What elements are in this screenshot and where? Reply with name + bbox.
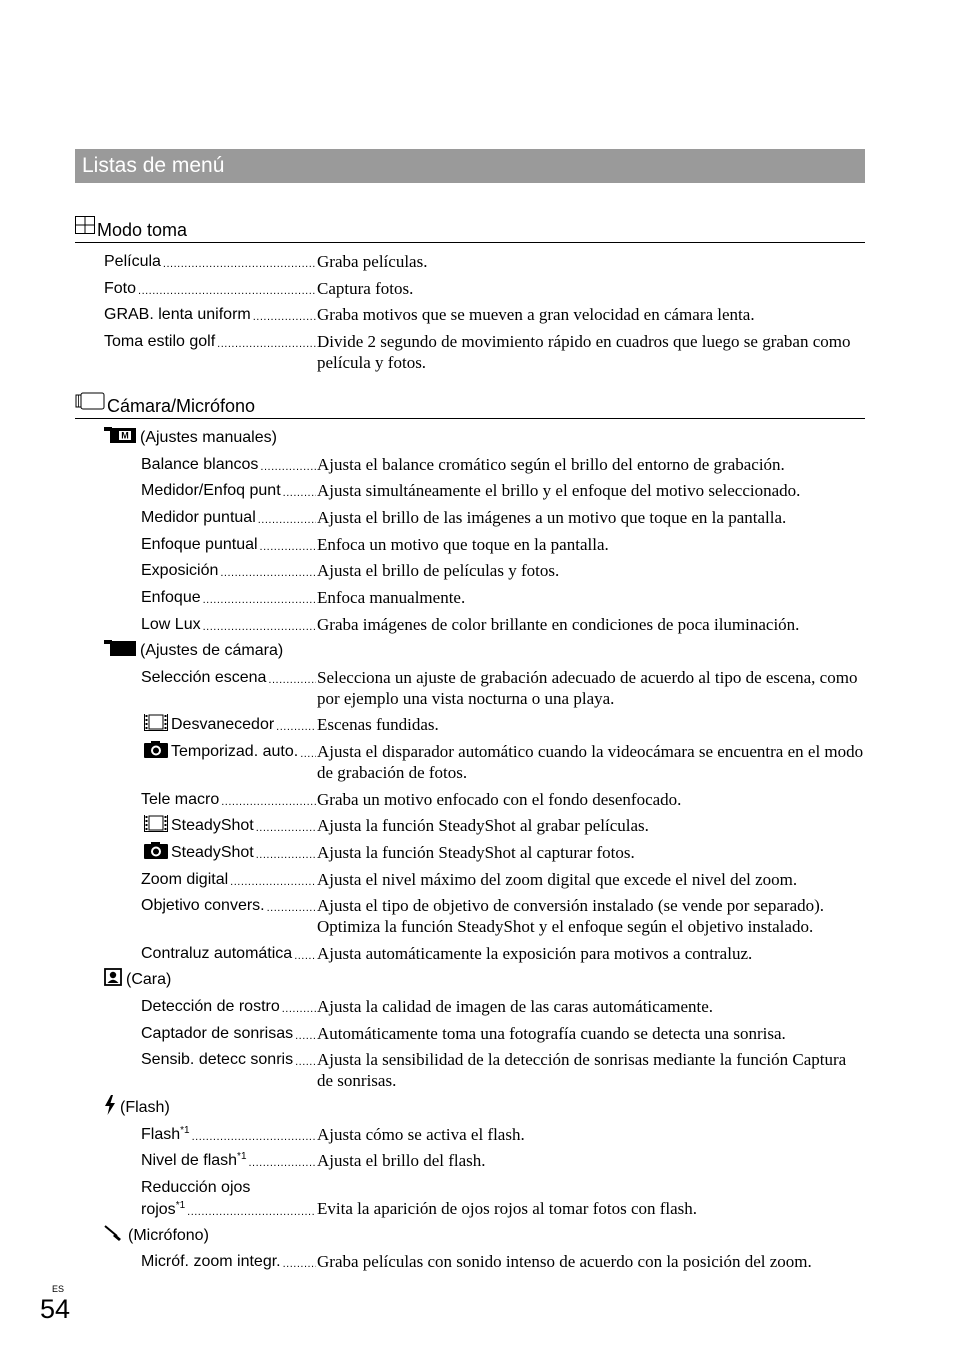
menu-item-label: Toma estilo golf: [104, 333, 216, 350]
subsection-heading-face: [104, 969, 171, 991]
camera-settings-icon: [104, 639, 136, 664]
subsection-heading-camera-settings: [104, 640, 283, 662]
menu-item-description: Graba películas.: [317, 252, 428, 271]
menu-item-description: Ajusta automáticamente la exposición para motivos a contraluz.: [317, 944, 753, 963]
menu-item-description: Ajusta el nivel máximo del zoom digital que excede el nivel del zoom.: [317, 870, 798, 889]
footnote-mark: *1: [237, 1151, 247, 1162]
menu-item-label: Contraluz automática: [141, 945, 293, 962]
menu-item-description: Automáticamente toma una fotografía cuando se detecta una sonrisa.: [317, 1024, 786, 1043]
menu-item-description: Escenas fundidas.: [317, 715, 439, 734]
page-title: Listas de menú: [75, 149, 865, 183]
film-icon: [144, 714, 168, 736]
menu-item-description: Ajusta la función SteadyShot al capturar fotos.: [317, 843, 635, 862]
menu-item-label: Enfoque puntual: [141, 536, 258, 553]
menu-item-label: Desvanecedor: [171, 716, 275, 733]
camera-icon: [144, 842, 168, 864]
section-heading-camara-microfono: [75, 395, 865, 419]
menu-item-description: Divide 2 segundo de movimiento rápido en cuadros que luego se graban como película y fotos.: [317, 332, 851, 372]
menu-item-label: [141, 1177, 316, 1221]
menu-item-description: Graba películas con sonido intenso de acuerdo con la posición del zoom.: [317, 1252, 812, 1271]
menu-item-label: Exposición: [141, 562, 219, 579]
menu-item-description: Ajusta el brillo de las imágenes a un motivo que toque en la pantalla.: [317, 508, 787, 527]
menu-item-label: Nivel de flash: [141, 1152, 238, 1169]
microphone-icon: [104, 1224, 124, 1249]
subsection-title: (Ajustes de cámara): [140, 642, 284, 659]
section-title: Modo toma: [97, 220, 188, 240]
subsection-heading-microphone: [104, 1225, 209, 1247]
menu-item-label-line2: rojos: [141, 1201, 176, 1218]
camera-mic-icon: [75, 392, 105, 415]
menu-item-label: Balance blancos: [141, 456, 259, 473]
menu-item-label: Objetivo convers.: [141, 897, 265, 914]
page-number: 54: [40, 1294, 71, 1324]
camera-icon: [144, 741, 168, 763]
menu-item-label: SteadyShot: [171, 844, 254, 861]
subsection-heading-manual: [104, 427, 277, 449]
menu-item-label: Micróf. zoom integr.: [141, 1253, 281, 1270]
menu-item-label: SteadyShot: [171, 817, 254, 834]
menu-item-label: Low Lux: [141, 616, 201, 633]
menu-item-description: Graba imágenes de color brillante en condiciones de poca iluminación.: [317, 615, 800, 634]
menu-item-description: Ajusta el balance cromático según el brillo del entorno de grabación.: [317, 455, 785, 474]
menu-item-description: Ajusta la calidad de imagen de las caras automáticamente.: [317, 997, 714, 1016]
menu-item-label: Enfoque: [141, 589, 201, 606]
menu-item-description: Ajusta la sensibilidad de la detección de sonrisas mediante la función Captura de sonrisas.: [317, 1050, 847, 1090]
subsection-title: (Cara): [126, 971, 172, 988]
footnote-mark: *1: [175, 1200, 186, 1211]
menu-item-label: Temporizad. auto.: [171, 743, 299, 760]
menu-item-label: Selección escena: [141, 669, 267, 686]
menu-item-label: Película: [104, 253, 161, 270]
menu-item-description: Ajusta el disparador automático cuando la videocámara se encuentra en el modo de grabación de fotos.: [317, 742, 864, 782]
subsection-title: (Ajustes manuales): [140, 429, 277, 446]
subsection-heading-flash: [104, 1097, 170, 1119]
menu-item-label: Medidor/Enfoq punt: [141, 482, 281, 499]
menu-item-description: Captura fotos.: [317, 279, 414, 298]
flash-icon: [104, 1095, 116, 1122]
subsection-title: (Micrófono): [128, 1227, 209, 1244]
menu-item-description: Graba un motivo enfocado con el fondo desenfocado.: [317, 790, 682, 809]
menu-item-description: Ajusta el brillo de películas y fotos.: [317, 561, 560, 580]
menu-item-description: Evita la aparición de ojos rojos al tomar fotos con flash.: [317, 1199, 698, 1218]
menu-item-label: Captador de sonrisas: [141, 1025, 294, 1042]
menu-item-description: Ajusta simultáneamente el brillo y el enfoque del motivo seleccionado.: [317, 481, 801, 500]
section-heading-modo-toma: [75, 219, 865, 243]
menu-item-description: Ajusta la función SteadyShot al grabar películas.: [317, 816, 649, 835]
menu-item-label: Medidor puntual: [141, 509, 256, 526]
menu-item-description: Enfoca manualmente.: [317, 588, 466, 607]
face-icon: [104, 968, 122, 993]
menu-item-label: Tele macro: [141, 791, 220, 808]
menu-item-label-line1: Reducción ojos: [141, 1179, 251, 1196]
section-title: Cámara/Micrófono: [107, 396, 256, 416]
menu-item-description: Ajusta el brillo del flash.: [317, 1151, 486, 1170]
menu-item-description: Ajusta cómo se activa el flash.: [317, 1125, 525, 1144]
menu-item-label: GRAB. lenta uniform: [104, 306, 251, 323]
manual-camera-icon: [104, 426, 136, 451]
menu-item-label: Detección de rostro: [141, 998, 280, 1015]
menu-item-label: Flash: [141, 1126, 181, 1143]
svg-text:M: M: [121, 430, 129, 440]
menu-item-label: Sensib. detecc sonris: [141, 1051, 294, 1068]
subsection-title: (Flash): [120, 1099, 170, 1116]
language-code: ES: [52, 1284, 65, 1294]
footnote-mark: *1: [180, 1125, 190, 1136]
menu-item-description: Enfoca un motivo que toque en la pantalla.: [317, 535, 609, 554]
film-icon: [144, 815, 168, 837]
menu-item-description: Selecciona un ajuste de grabación adecuado de acuerdo al tipo de escena, como por ejemplo una vista nocturna o una playa.: [317, 668, 858, 708]
menu-item-description: Graba motivos que se mueven a gran velocidad en cámara lenta.: [317, 305, 755, 324]
menu-item-label: Zoom digital: [141, 871, 229, 888]
grid-icon: [75, 216, 95, 239]
menu-item-label: Foto: [104, 280, 137, 297]
menu-item-description: Ajusta el tipo de objetivo de conversión instalado (se vende por separado). Optimiza la función SteadyShot y el enfoque según el objetivo instalado.: [317, 896, 825, 936]
